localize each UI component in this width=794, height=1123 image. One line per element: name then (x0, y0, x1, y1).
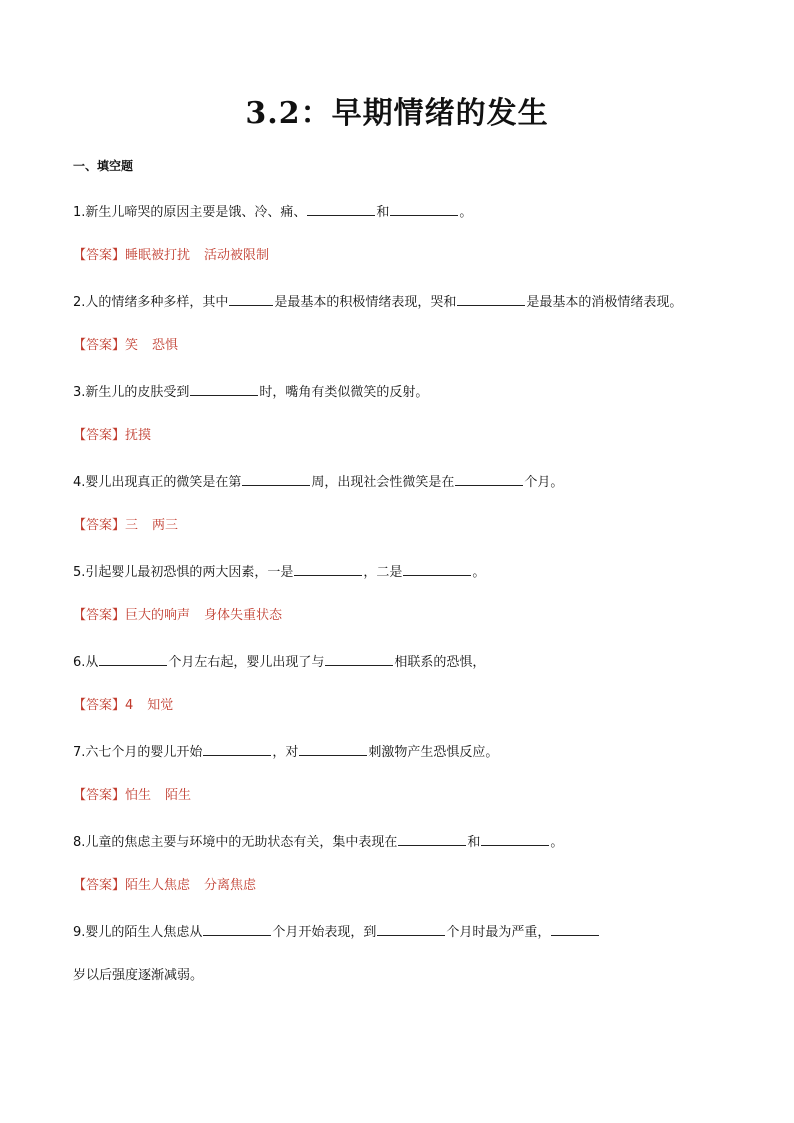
answer-blank (403, 561, 471, 576)
answer-blank (390, 201, 458, 216)
question-text: 是最基本的积极情绪表现，哭和 (274, 295, 457, 310)
answer-value: 怕生 (125, 788, 152, 803)
answer-value: 活动被限制 (204, 248, 270, 263)
answer-tag: 【答案】 (73, 698, 126, 713)
answer-value: 抚摸 (125, 428, 152, 443)
answer-tag: 【答案】 (73, 878, 126, 893)
question-9-continuation (73, 966, 203, 986)
answer-4 (73, 516, 178, 536)
answer-value: 三 (125, 518, 139, 533)
answer-value: 分离焦虑 (204, 878, 257, 893)
question-text: 5.引起婴儿最初恐惧的两大因素，一是 (73, 565, 294, 580)
question-text: 相联系的恐惧， (394, 655, 486, 670)
answer-8 (73, 876, 256, 896)
answer-blank (551, 921, 599, 936)
question-text: 9.婴儿的陌生人焦虑从 (73, 925, 203, 940)
answer-2 (73, 336, 178, 356)
answer-value: 知觉 (147, 698, 174, 713)
answer-7 (73, 786, 191, 806)
answer-value: 陌生 (165, 788, 192, 803)
question-3 (73, 381, 428, 403)
question-text: 。 (550, 835, 564, 850)
answer-tag: 【答案】 (73, 338, 126, 353)
question-4 (73, 471, 563, 493)
answer-blank (242, 471, 310, 486)
answer-blank (203, 921, 271, 936)
question-text: 。 (459, 205, 473, 220)
answer-value: 身体失重状态 (204, 608, 283, 623)
answer-1 (73, 246, 269, 266)
question-6 (73, 651, 485, 673)
answer-blank (455, 471, 523, 486)
question-text: 8.儿童的焦虑主要与环境中的无助状态有关，集中表现在 (73, 835, 398, 850)
question-text: 1.新生儿啼哭的原因主要是饿、冷、痛、 (73, 205, 307, 220)
question-8 (73, 831, 563, 853)
answer-tag: 【答案】 (73, 608, 126, 623)
answer-blank (294, 561, 362, 576)
question-text: 个月左右起，婴儿出现了与 (168, 655, 325, 670)
question-text: 3.新生儿的皮肤受到 (73, 385, 190, 400)
answer-blank (307, 201, 375, 216)
answer-value: 恐惧 (152, 338, 179, 353)
answer-blank (99, 651, 167, 666)
answer-5 (73, 606, 282, 626)
answer-tag: 【答案】 (73, 518, 126, 533)
question-text: 个月开始表现，到 (272, 925, 377, 940)
question-text: 周，出现社会性微笑是在 (311, 475, 455, 490)
answer-blank (299, 741, 367, 756)
answer-blank (481, 831, 549, 846)
question-text: 7.六七个月的婴儿开始 (73, 745, 203, 760)
question-text: ，二是 (363, 565, 403, 580)
answer-blank (398, 831, 466, 846)
question-text: 和 (376, 205, 390, 220)
question-text: 2.人的情绪多种多样，其中 (73, 295, 229, 310)
answer-tag: 【答案】 (73, 428, 126, 443)
answer-3 (73, 426, 151, 446)
answer-value: 睡眠被打扰 (125, 248, 191, 263)
question-9 (73, 921, 600, 943)
question-text: 岁以后强度逐渐减弱。 (73, 968, 204, 983)
answer-tag: 【答案】 (73, 788, 126, 803)
question-text: 和 (467, 835, 481, 850)
section-heading: 一、填空题 (73, 159, 134, 173)
answer-value: 笑 (125, 338, 139, 353)
question-text: 是最基本的消极情绪表现。 (526, 295, 683, 310)
question-text: 。 (472, 565, 486, 580)
question-text: 刺激物产生恐惧反应。 (368, 745, 499, 760)
answer-blank (229, 291, 273, 306)
answer-blank (377, 921, 445, 936)
question-1 (73, 201, 472, 223)
question-text: 时，嘴角有类似微笑的反射。 (259, 385, 429, 400)
answer-6 (73, 696, 173, 716)
question-5 (73, 561, 485, 583)
question-text: 个月时最为严重， (446, 925, 551, 940)
answer-value: 陌生人焦虑 (125, 878, 191, 893)
question-2 (73, 291, 682, 313)
answer-tag: 【答案】 (73, 248, 126, 263)
question-text: ，对 (272, 745, 299, 760)
answer-blank (325, 651, 393, 666)
page-title: 3.2：早期情绪的发生 (245, 96, 549, 131)
answer-blank (203, 741, 271, 756)
answer-blank (190, 381, 258, 396)
question-text: 4.婴儿出现真正的微笑是在第 (73, 475, 242, 490)
answer-value: 巨大的响声 (125, 608, 191, 623)
question-text: 个月。 (524, 475, 564, 490)
answer-value: 4 (125, 698, 134, 713)
question-text: 6.从 (73, 655, 99, 670)
question-7 (73, 741, 498, 763)
answer-value: 两三 (152, 518, 179, 533)
answer-blank (457, 291, 525, 306)
